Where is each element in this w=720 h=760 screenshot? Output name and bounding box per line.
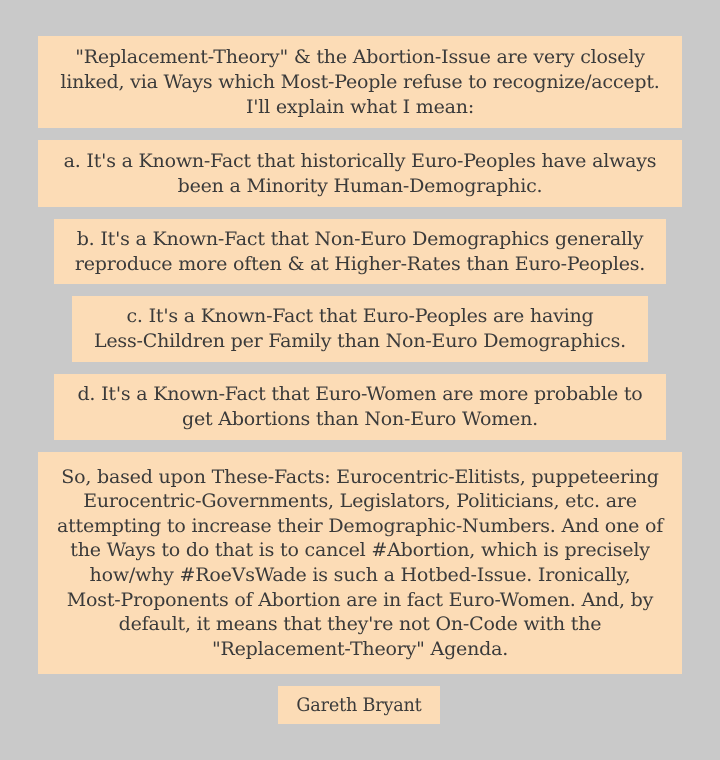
point-b-line: b. It's a Known-Fact that Non-Euro Demographics generally bbox=[76, 227, 644, 250]
conclusion-line: attempting to increase their Demographic-Numbers. And one of bbox=[56, 514, 664, 537]
point-b-line: reproduce more often & at Higher-Rates than Euro-Peoples. bbox=[74, 252, 646, 275]
conclusion-line: "Replacement-Theory" Agenda. bbox=[211, 637, 509, 660]
intro-text-box bbox=[38, 36, 682, 128]
conclusion-line: the Ways to do that is to cancel #Abortion, which is precisely bbox=[70, 539, 650, 562]
intro-line: I'll explain what I mean: bbox=[245, 95, 475, 118]
conclusion-line: default, it means that they're not On-Code with the bbox=[118, 613, 602, 636]
point-a-line: a. It's a Known-Fact that historically Euro-Peoples have always bbox=[63, 149, 657, 172]
intro-line: linked, via Ways which Most-People refuse to recognize/accept. bbox=[60, 70, 660, 93]
conclusion-line: Eurocentric-Governments, Legislators, Politicians, etc. are bbox=[83, 490, 637, 513]
point-a-line: been a Minority Human-Demographic. bbox=[177, 174, 543, 197]
point-d-line: d. It's a Known-Fact that Euro-Women are more probable to bbox=[77, 383, 643, 405]
point-a-text-box bbox=[38, 140, 682, 207]
conclusion-line: So, based upon These-Facts: Eurocentric-Elitists, puppeteering bbox=[61, 465, 659, 488]
conclusion-line: Most-Proponents of Abortion are in fact Euro-Women. And, by bbox=[66, 588, 654, 611]
conclusion-line: how/why #RoeVsWade is such a Hotbed-Issue. Ironically, bbox=[89, 564, 631, 586]
point-c-line: Less-Children per Family than Non-Euro Demographics. bbox=[93, 330, 627, 352]
point-b-text-box bbox=[54, 219, 666, 284]
intro-line: "Replacement-Theory" & the Abortion-Issue are very closely bbox=[75, 45, 645, 68]
point-d-text-box bbox=[54, 374, 666, 440]
author-name: Gareth Bryant bbox=[296, 693, 422, 716]
conclusion-text-box bbox=[38, 452, 682, 674]
point-d-line: get Abortions than Non-Euro Women. bbox=[182, 408, 538, 430]
author-name-box bbox=[278, 686, 440, 724]
point-c-line: c. It's a Known-Fact that Euro-Peoples are having bbox=[126, 305, 594, 327]
point-c-text-box bbox=[72, 296, 648, 362]
